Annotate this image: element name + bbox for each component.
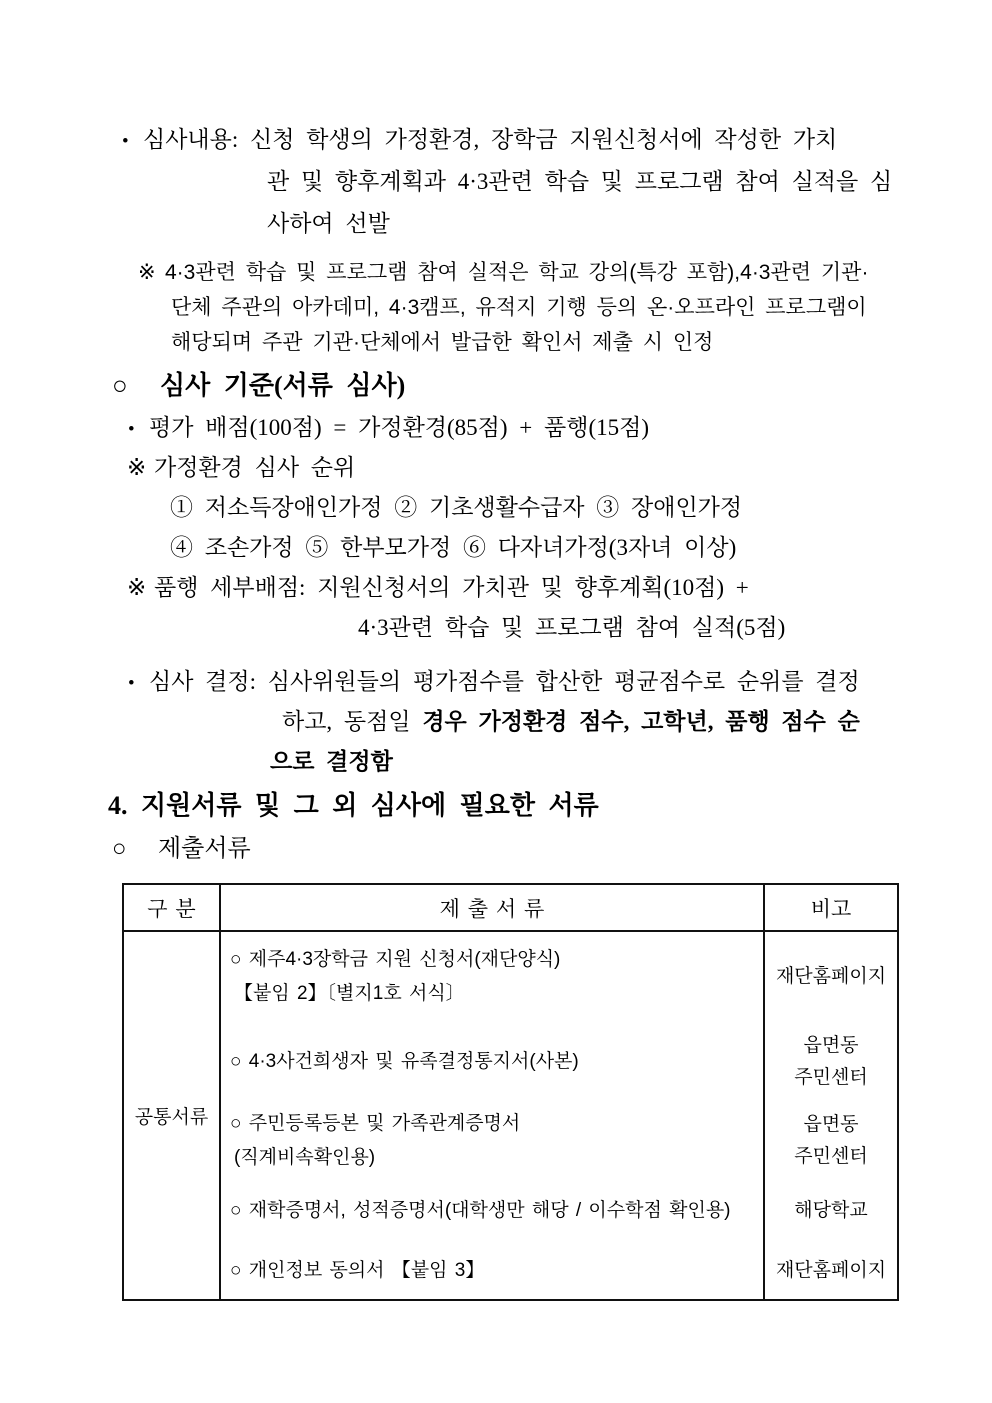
program-note-line-2: 단체 주관의 아카데미, 4·3캠프, 유적지 기행 등의 온·오프라인 프로그램이	[171, 296, 867, 319]
reference-mark: ※	[127, 455, 147, 480]
table-row-document-4	[221, 1179, 763, 1242]
table-row-document-1	[221, 932, 763, 1022]
circle-marker: ○	[112, 836, 127, 862]
remark-line: 읍면동	[803, 1035, 859, 1056]
submission-documents-table	[122, 883, 899, 1301]
remark-line: 해당학교	[794, 1199, 868, 1221]
table-documents-cell	[219, 932, 765, 1299]
review-decision-bold-text: 경우 가정환경 점수, 고학년, 품행 점수 순	[422, 709, 860, 734]
remark-line: 읍면동	[803, 1113, 859, 1135]
remark-line: 재단홈페이지	[775, 1259, 887, 1281]
table-header-category: 구 분	[147, 897, 196, 921]
table-row-document-2	[221, 1022, 763, 1102]
remark-line: 주민센터	[794, 1067, 868, 1088]
review-decision-text: 심사 결정: 심사위원들의 평가점수를 합산한 평균점수로 순위를 결정	[149, 669, 860, 694]
rank-list-line-1: ① 저소득장애인가정 ② 기초생활수급자 ③ 장애인가정	[170, 495, 743, 520]
table-row-document-3	[221, 1102, 763, 1179]
program-note-line-1	[138, 255, 992, 290]
table-body-row	[124, 932, 897, 1299]
conduct-score-note-line-1	[127, 568, 992, 608]
table-header-remarks: 비고	[810, 897, 852, 921]
bullet-marker: •	[128, 419, 135, 440]
table-row-remark-1	[765, 932, 897, 1022]
submit-documents-heading-text: 제출서류	[158, 836, 251, 862]
review-content-line-1	[122, 119, 992, 161]
review-content-line-3: 사하여 선발	[267, 211, 390, 236]
table-category-cell: 공통서류	[134, 1107, 209, 1128]
table-row-remark-5	[765, 1242, 897, 1299]
section-4-heading: 4. 지원서류 및 그 외 심사에 필요한 서류	[108, 791, 599, 820]
family-rank-note-text: 가정환경 심사 순위	[154, 455, 356, 480]
reference-mark: ※	[127, 575, 147, 600]
bullet-marker: •	[122, 131, 129, 152]
table-header-row	[124, 885, 897, 932]
bullet-marker: •	[128, 673, 135, 694]
document-line: ○ 4·3사건희생자 및 유족결정통지서(사본)	[230, 1051, 579, 1072]
review-content-line-2: 관 및 향후계획과 4·3관련 학습 및 프로그램 참여 실적을 심	[267, 169, 893, 194]
review-criteria-heading-text: 심사 기준(서류 심사)	[160, 371, 406, 400]
reference-mark: ※	[138, 261, 156, 284]
score-allocation-line	[128, 408, 992, 448]
table-row-document-5	[221, 1242, 763, 1299]
remark-line: 재단홈페이지	[775, 966, 887, 987]
rank-list-line-2: ④ 조손가정 ⑤ 한부모가정 ⑥ 다자녀가정(3자녀 이상)	[170, 535, 737, 560]
score-allocation-text: 평가 배점(100점) = 가정환경(85점) + 품행(15점)	[149, 415, 649, 440]
document-line: ○ 재학증명서, 성적증명서(대학생만 해당 / 이수학점 확인용)	[230, 1199, 731, 1221]
program-note-line-3: 해당되며 주관 기관·단체에서 발급한 확인서 제출 시 인정	[171, 331, 714, 354]
document-line: ○ 제주4·3장학금 지원 신청서(재단양식)	[230, 949, 561, 970]
submit-documents-heading	[112, 828, 992, 870]
review-decision-line-1	[128, 662, 992, 702]
conduct-score-note-text: 품행 세부배점: 지원신청서의 가치관 및 향후계획(10점) +	[154, 575, 749, 600]
table-row-remark-2	[765, 1022, 897, 1102]
document-line: 【붙임 2】〔별지1호 서식〕	[234, 983, 465, 1004]
remark-line: 주민센터	[794, 1145, 868, 1167]
table-remarks-cell	[765, 932, 897, 1299]
table-row-remark-3	[765, 1102, 897, 1179]
document-line: ○ 주민등록등본 및 가족관계증명서	[230, 1112, 521, 1134]
review-criteria-heading	[112, 364, 992, 408]
review-decision-normal-text: 하고, 동점일	[282, 709, 423, 734]
table-row-remark-4	[765, 1179, 897, 1242]
conduct-score-note-line-2: 4·3관련 학습 및 프로그램 참여 실적(5점)	[358, 615, 786, 640]
document-line: (직계비속확인용)	[234, 1146, 376, 1168]
review-decision-line-3: 으로 결정함	[270, 749, 393, 774]
table-header-documents: 제 출 서 류	[219, 885, 765, 930]
circle-marker: ○	[112, 371, 128, 400]
program-note-text: 4·3관련 학습 및 프로그램 참여 실적은 학교 강의(특강 포함),4·3관련 기관·	[165, 261, 869, 284]
document-line: ○ 개인정보 동의서 【붙임 3】	[230, 1259, 485, 1281]
review-decision-line-2	[282, 702, 992, 742]
review-content-text: 심사내용: 신청 학생의 가정환경, 장학금 지원신청서에 작성한 가치	[143, 127, 838, 152]
family-rank-note	[127, 448, 992, 488]
